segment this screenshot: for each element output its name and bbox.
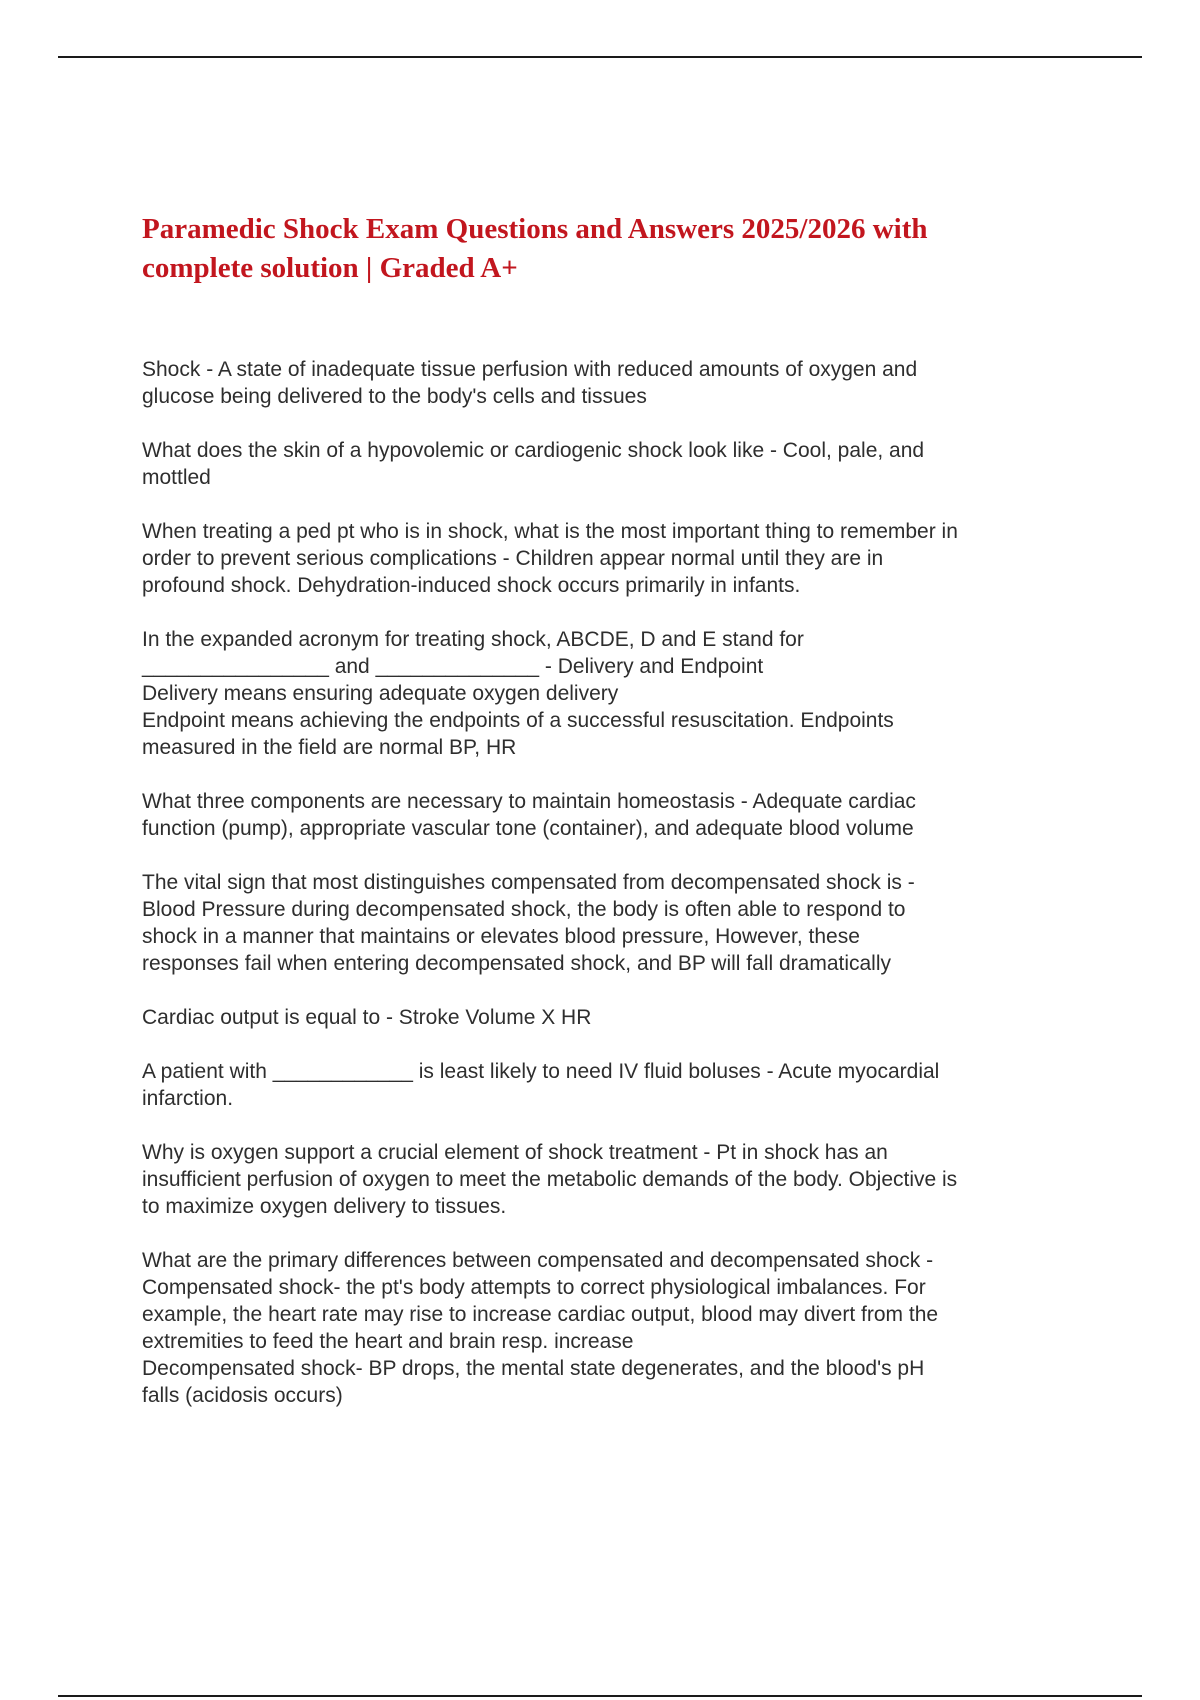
qa-item: What are the primary differences between compensated and decompensated shock - Compensated shock- the pt's body attempts to correct physiological imbalances. For example, the heart rate may rise to increase cardiac output, blood may divert from the extremities to feed the heart and brain resp. increase Decompensated shock- BP drops, the mental state degenerates, and the blood's pH falls (acidosis occurs) bbox=[142, 1249, 939, 1407]
qa-item: Shock - A state of inadequate tissue perfusion with reduced amounts of oxygen and glucose being delivered to the body's cells and tissues bbox=[142, 358, 918, 408]
qa-item: When treating a ped pt who is in shock, what is the most important thing to remember in order to prevent serious complications - Children appear normal until they are in profound shock. Dehydration-induced shock occurs primarily in infants. bbox=[142, 520, 958, 597]
title-line-1: Paramedic Shock Exam Questions and Answers 2025/2026 with bbox=[142, 213, 928, 245]
qa-item: A patient with ____________ is least likely to need IV fluid boluses - Acute myocardial infarction. bbox=[142, 1060, 940, 1110]
document-title bbox=[142, 210, 1082, 288]
qa-item: Why is oxygen support a crucial element of shock treatment - Pt in shock has an insufficient perfusion of oxygen to meet the metabolic demands of the body. Objective is to maximize oxygen delivery to tissues. bbox=[142, 1141, 958, 1218]
qa-item: What three components are necessary to maintain homeostasis - Adequate cardiac function (pump), appropriate vascular tone (container), and adequate blood volume bbox=[142, 790, 916, 840]
title-line-2: complete solution | Graded A+ bbox=[142, 252, 518, 284]
footer-rule bbox=[58, 1695, 1142, 1697]
qa-item: What does the skin of a hypovolemic or cardiogenic shock look like - Cool, pale, and mottled bbox=[142, 439, 925, 489]
qa-item: The vital sign that most distinguishes compensated from decompensated shock is - Blood Pressure during decompensated shock, the body is often able to respond to shock in a manner that maintains or elevates blood pressure, However, these responses fail when entering decompensated shock, and BP will fall dramatically bbox=[142, 871, 915, 975]
document-body bbox=[142, 210, 1082, 1436]
qa-item: In the expanded acronym for treating shock, ABCDE, D and E stand for ________________ and ______________ - Delivery and Endpoint Delivery means ensuring adequate oxygen delivery Endpoint means achieving the endpoints of a successful resuscitation. Endpoints measured in the field are normal BP, HR bbox=[142, 628, 894, 759]
qa-item: Cardiac output is equal to - Stroke Volume X HR bbox=[142, 1006, 592, 1029]
header-rule bbox=[58, 56, 1142, 58]
